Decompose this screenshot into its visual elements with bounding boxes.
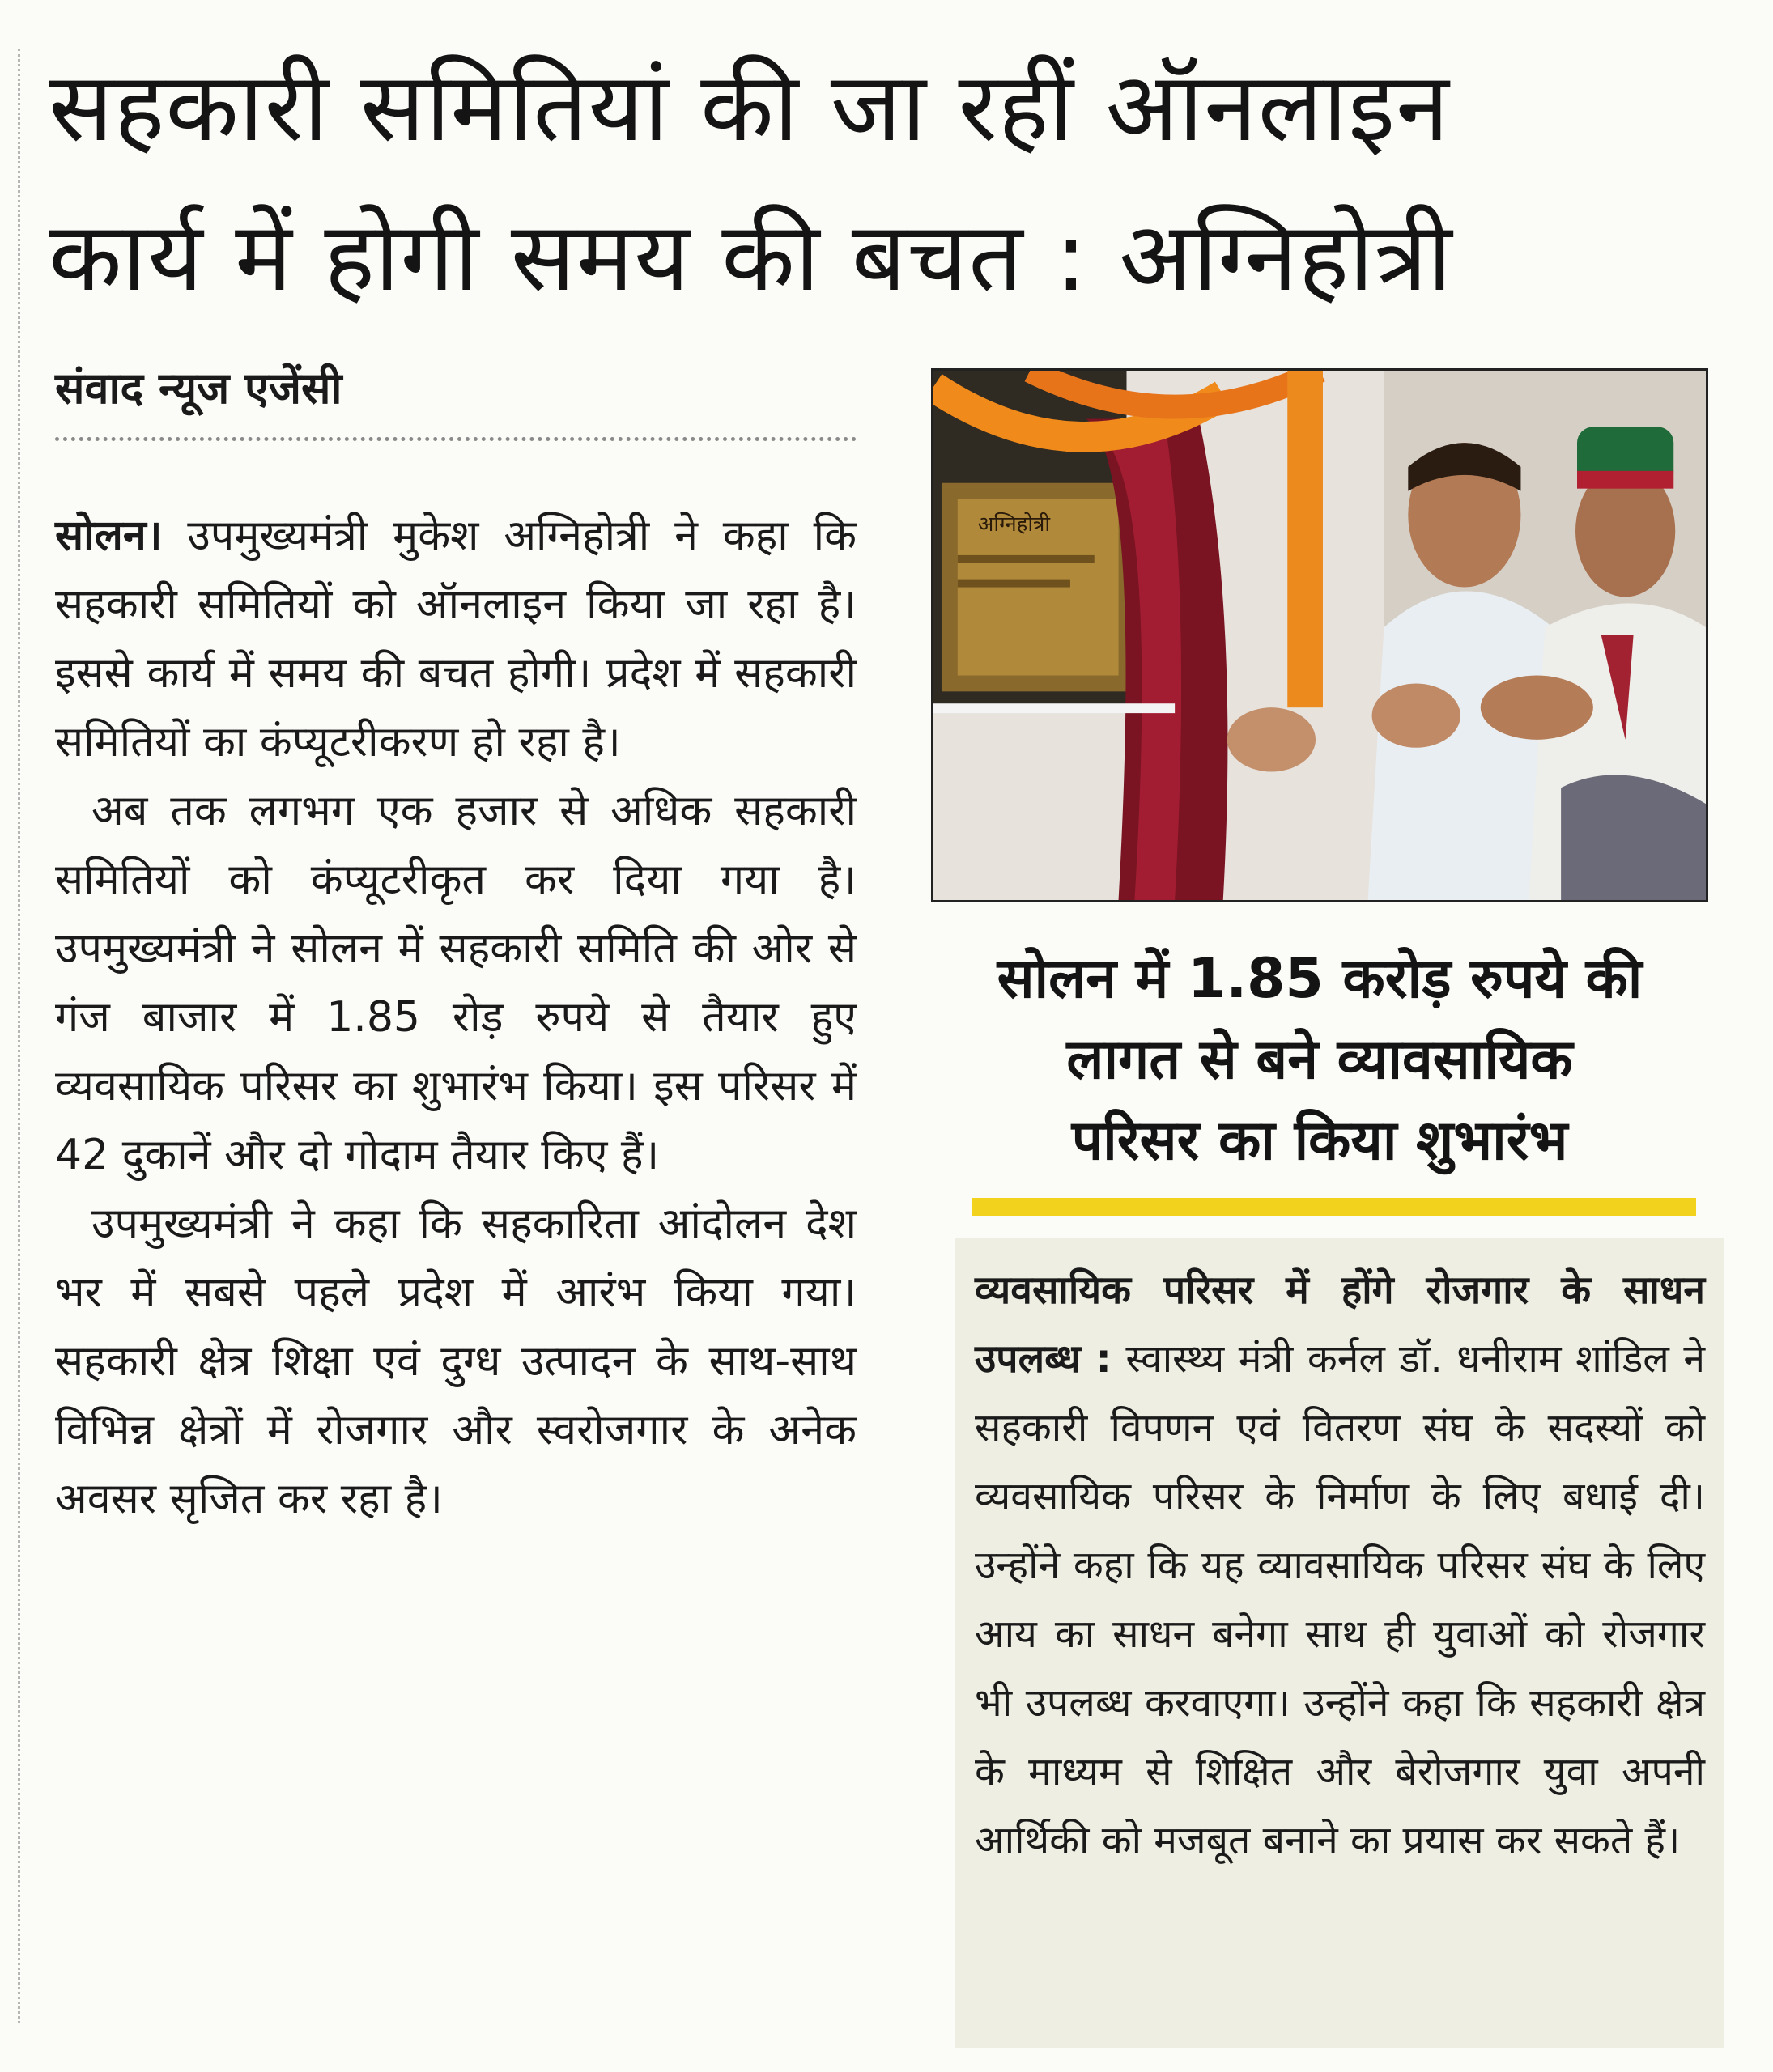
headline-line-1: सहकारी समितियां की जा रहीं ऑनलाइन [49, 51, 1450, 163]
dateline: सोलन। [55, 512, 163, 560]
byline-divider [55, 437, 857, 441]
subhead-line-3: परिसर का किया शुभारंभ [1071, 1109, 1568, 1173]
accent-bar [972, 1198, 1696, 1216]
sidebar-paragraph [975, 1256, 1705, 1875]
sidebar-box [955, 1238, 1724, 2048]
sidebar-lead: व्यवसायिक परिसर में होंगे रोजगार के साधन उपलब्ध : [975, 1267, 1705, 1382]
body-paragraph-2: अब तक लगभग एक हजार से अधिक सहकारी समितियों को कंप्यूटरीकृत कर दिया गया है। उपमुख्यमंत्री ने सोलन में सहकारी समिति की ओर से गंज बाजार में 1.85 रोड़ रुपये से तैयार हुए व्यवसायिक परिसर का शुभारंभ किया। इस परिसर में 42 दुकानें और दो गोदाम तैयार किए हैं। [55, 787, 857, 1179]
subhead-line-2: लागत से बने व्यावसायिक [1066, 1028, 1573, 1092]
byline: संवाद न्यूज एजेंसी [55, 363, 342, 414]
body-paragraph-3: उपमुख्यमंत्री ने कहा कि सहकारिता आंदोलन देश भर में सबसे पहले प्रदेश में आरंभ किया गया। सहकारी क्षेत्र शिक्षा एवं दुग्ध उत्पादन के साथ-साथ विभिन्न क्षेत्रों में रोजगार और स्वरोजगार के अनेक अवसर सृजित कर रहा है। [55, 1199, 857, 1523]
plaque-text: अग्निहोत्री [977, 512, 1051, 537]
news-photo [931, 368, 1708, 902]
headline-line-2: कार्य में होगी समय की बचत : अग्निहोत्री [49, 201, 1453, 312]
article-body [55, 502, 857, 1534]
inauguration-photo-illustration [933, 371, 1706, 900]
paragraph-1-text: उपमुख्यमंत्री मुकेश अग्निहोत्री ने कहा कि सहकारी समितियों को ऑनलाइन किया जा रहा है। इससे कार्य में समय की बचत होगी। प्रदेश में सहकारी समितियों का कंप्यूटरीकरण हो रहा है। [55, 512, 857, 766]
subhead-line-1: सोलन में 1.85 करोड़ रुपये की [997, 947, 1643, 1011]
body-paragraph-1 [55, 502, 857, 777]
article-headline [49, 32, 1741, 332]
photo-subhead [939, 939, 1700, 1182]
sidebar-text: स्वास्थ्य मंत्री कर्नल डॉ. धनीराम शांडिल ने सहकारी विपणन एवं वितरण संघ के सदस्यों को व्यवसायिक परिसर के निर्माण के लिए बधाई दी। उन्होंने कहा कि यह व्यावसायिक परिसर संघ के लिए आय का साधन बनेगा साथ ही युवाओं को रोजगार भी उपलब्ध करवाएगा। उन्होंने कहा कि सहकारी क्षेत्र के माध्यम से शिक्षित और बेरोजगार युवा अपनी आर्थिकी को मजबूत बनाने का प्रयास कर सकते हैं। [975, 1336, 1705, 1863]
page-edge-rule [18, 49, 20, 2023]
